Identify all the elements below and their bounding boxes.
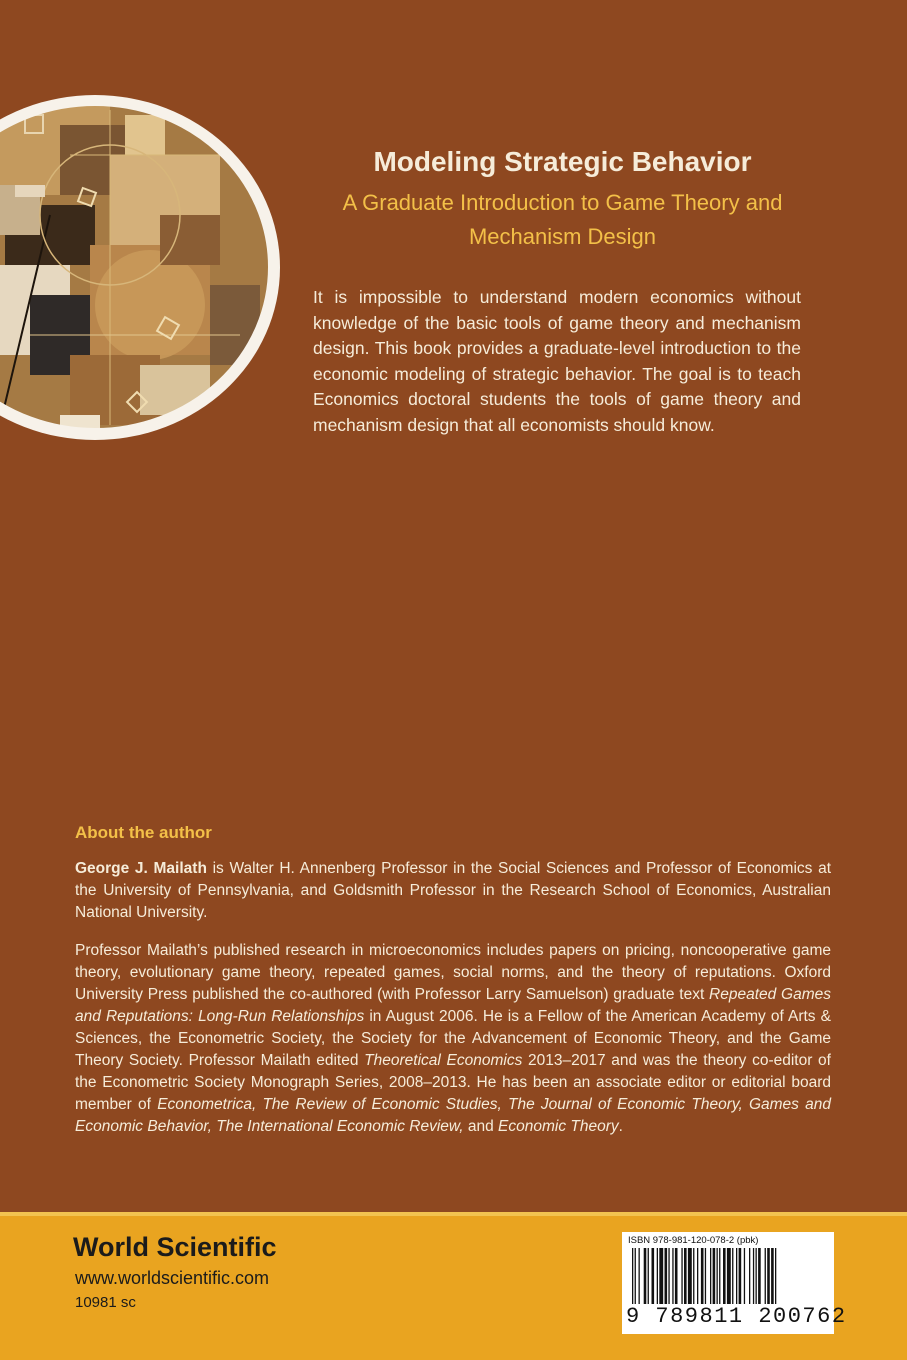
barcode-bar — [713, 1248, 716, 1304]
journal-list: Econometrica, The Review of Economic Studies, The Journal of Economic Theory, Games and Economic Behavior, The International Economic Review, — [75, 1096, 831, 1135]
abstract-art-image — [0, 95, 280, 440]
book-reference: Repeated Games and Reputations: Long-Run Relationships — [75, 986, 831, 1025]
barcode-bar — [681, 1248, 682, 1304]
publisher-name: World Scientific — [73, 1232, 277, 1262]
bio-text: and — [463, 1118, 499, 1135]
barcode-bar — [775, 1248, 776, 1304]
barcode-bar — [723, 1248, 726, 1304]
barcode-bar — [771, 1248, 774, 1304]
barcode-bar — [648, 1248, 649, 1304]
barcode-bars — [622, 1248, 834, 1304]
barcode-bar — [632, 1248, 633, 1304]
barcode-bar — [652, 1248, 655, 1304]
barcode-bar — [684, 1248, 687, 1304]
barcode-bar — [657, 1248, 658, 1304]
barcode-bar — [756, 1248, 757, 1304]
barcode-bar — [688, 1248, 692, 1304]
journal-reference: Theoretical Economics — [364, 1052, 523, 1069]
bio-text: in August 2006. He is a Fellow of the American Academy of Arts & Sciences, the Econometric Society, the Society for the Advancement of Economic Theory, and the Game Theory Society. Professor Mailath edited — [75, 1008, 831, 1069]
cover-artwork — [0, 95, 280, 440]
bio-text: . — [618, 1118, 623, 1135]
barcode-bar — [736, 1248, 737, 1304]
author-bio-research — [75, 940, 831, 1138]
author-bio-intro-text: is Walter H. Annenberg Professor in the Social Sciences and Professor of Economics at the University of Pennsylvania, and Goldsmith Professor in the Research School of Economics, Australian National University. — [75, 860, 832, 921]
barcode-bar — [744, 1248, 745, 1304]
barcode-bar — [758, 1248, 761, 1304]
barcode-bar — [717, 1248, 718, 1304]
isbn-label: ISBN 978-981-120-078-2 (pbk) — [628, 1235, 759, 1246]
author-name: George J. Mailath — [75, 860, 207, 877]
publisher-code: 10981 sc — [75, 1294, 136, 1311]
barcode-bar — [767, 1248, 770, 1304]
publisher-url[interactable]: www.worldscientific.com — [75, 1268, 270, 1288]
barcode-bar — [693, 1248, 694, 1304]
journal-reference: Economic Theory — [498, 1118, 619, 1135]
barcode-bar — [668, 1248, 669, 1304]
barcode-bar — [697, 1248, 698, 1304]
barcode-digits: 9 789811 200762 — [626, 1304, 847, 1329]
barcode-bar — [701, 1248, 704, 1304]
barcode-bar — [739, 1248, 742, 1304]
barcode-bar — [635, 1248, 636, 1304]
book-title: Modeling Strategic Behavior — [373, 146, 752, 177]
barcode-bar — [675, 1248, 678, 1304]
bio-text: 2013–2017 and was the theory co-editor of the Econometric Society Monograph Series, 2008–2013. He has been an associate editor or editorial board member of — [75, 1052, 831, 1113]
barcode-bar — [732, 1248, 733, 1304]
barcode-bar — [727, 1248, 731, 1304]
barcode-bar — [659, 1248, 663, 1304]
barcode-bar — [705, 1248, 706, 1304]
barcode-bar — [749, 1248, 750, 1304]
isbn-barcode — [622, 1232, 847, 1334]
barcode-bar — [719, 1248, 720, 1304]
author-bio-intro — [75, 858, 831, 924]
barcode-bar — [672, 1248, 673, 1304]
barcode-bar — [710, 1248, 711, 1304]
bio-text: Professor Mailath’s published research in microeconomics includes papers on pricing, noncooperative game theory, evolutionary game theory, repeated games, social norms, and the theory of reputations. Oxford University Press published the co-authored (with Professor Larry Samuelson) graduate text — [75, 942, 831, 1003]
barcode-bar — [644, 1248, 647, 1304]
book-subtitle: A Graduate Introduction to Game Theory and Mechanism Design — [342, 190, 783, 249]
about-author-heading: About the author — [75, 823, 212, 842]
barcode-bar — [765, 1248, 766, 1304]
barcode-bar — [639, 1248, 640, 1304]
barcode-bar — [665, 1248, 668, 1304]
barcode-bar — [753, 1248, 754, 1304]
book-blurb: It is impossible to understand modern economics without knowledge of the basic tools of game theory and mechanism design. This book provides a graduate-level introduction to the economic modeling of strategic behavior. The goal is to teach Economics doctoral students the tools of game theory and mechanism design that all economists should know. — [313, 287, 801, 435]
